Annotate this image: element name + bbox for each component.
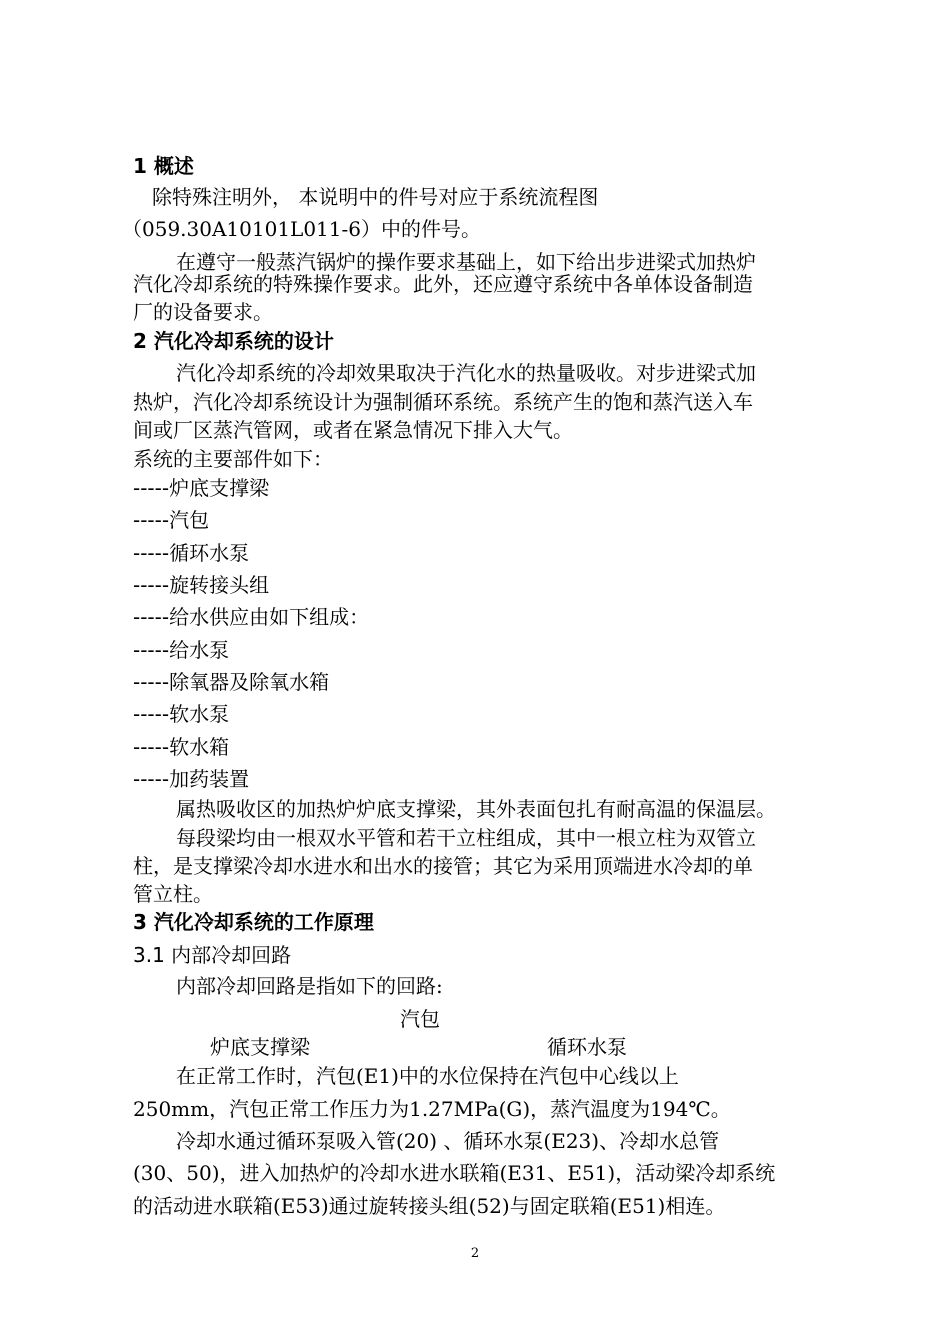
paragraph-line: （059.30A10101L011-6）中的件号。 — [122, 217, 481, 241]
list-item: -----软水箱 — [133, 735, 230, 759]
paragraph-line: 的活动进水联箱(E53)通过旋转接头组(52)与固定联箱(E51)相连。 — [133, 1194, 726, 1218]
subsection-heading: 3.1 内部冷却回路 — [133, 943, 292, 967]
paragraph-line: 汽化冷却系统的特殊操作要求。此外，还应遵守系统中各单体设备制造 — [133, 272, 753, 296]
diagram-label-beam: 炉底支撑梁 — [210, 1035, 310, 1059]
paragraph-line: 柱，是支撑梁冷却水进水和出水的接管；其它为采用顶端进水冷却的单 — [133, 854, 753, 878]
list-item: -----加药装置 — [133, 767, 250, 791]
paragraph-line: 汽化冷却系统的冷却效果取决于汽化水的热量吸收。对步进梁式加 — [176, 361, 756, 385]
components-intro: 系统的主要部件如下： — [133, 447, 333, 471]
paragraph-line: 冷却水通过循环泵吸入管(20) 、循环水泵(E23)、冷却水总管 — [176, 1129, 720, 1153]
paragraph-line: 内部冷却回路是指如下的回路: — [176, 974, 443, 998]
list-item: -----汽包 — [133, 508, 210, 532]
list-item: -----炉底支撑梁 — [133, 476, 270, 500]
paragraph-line: 每段梁均由一根双水平管和若干立柱组成，其中一根立柱为双管立 — [176, 826, 756, 850]
paragraph-line: 在正常工作时，汽包(E1)中的水位保持在汽包中心线以上 — [176, 1064, 679, 1088]
paragraph-line: 在遵守一般蒸汽锅炉的操作要求基础上，如下给出步进梁式加热炉 — [176, 250, 756, 274]
list-item: -----给水供应由如下组成： — [133, 605, 370, 629]
list-item: -----给水泵 — [133, 638, 230, 662]
list-item: -----除氧器及除氧水箱 — [133, 670, 330, 694]
paragraph-line: 间或厂区蒸汽管网，或者在紧急情况下排入大气。 — [133, 418, 573, 442]
page-number: 2 — [470, 1246, 480, 1261]
list-item: -----循环水泵 — [133, 541, 250, 565]
paragraph-line: 厂的设备要求。 — [133, 300, 273, 324]
list-item: -----软水泵 — [133, 702, 230, 726]
paragraph-line: 属热吸收区的加热炉炉底支撑梁，其外表面包扎有耐高温的保温层。 — [176, 797, 776, 821]
section-2-heading: 2 汽化冷却系统的设计 — [133, 329, 334, 353]
paragraph-line: 热炉，汽化冷却系统设计为强制循环系统。系统产生的饱和蒸汽送入车 — [133, 390, 753, 414]
paragraph-line: 除特殊注明外， 本说明中的件号对应于系统流程图 — [152, 185, 599, 209]
paragraph-line: (30、50)，进入加热炉的冷却水进水联箱(E31、E51)，活动梁冷却系统 — [133, 1161, 776, 1185]
section-1-heading: 1 概述 — [133, 154, 194, 178]
diagram-label-drum: 汽包 — [400, 1007, 440, 1031]
list-item: -----旋转接头组 — [133, 573, 270, 597]
section-3-heading: 3 汽化冷却系统的工作原理 — [133, 910, 374, 934]
paragraph-line: 250mm，汽包正常工作压力为1.27MPa(G)，蒸汽温度为194℃。 — [133, 1097, 731, 1121]
paragraph-line: 管立柱。 — [133, 882, 213, 906]
diagram-label-pump: 循环水泵 — [547, 1035, 627, 1059]
